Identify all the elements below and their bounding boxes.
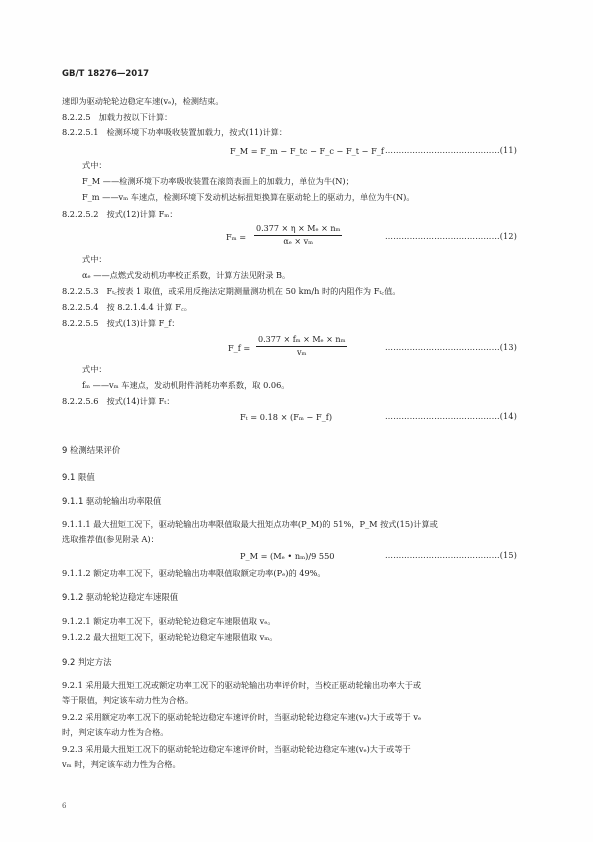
denominator: vₘ: [297, 348, 307, 357]
denominator: αₑ × vₘ: [283, 237, 314, 246]
section-heading-9-1-1: 9.1.1 驱动轮输出功率限值: [62, 496, 162, 506]
paragraph-line: 9.1.1.1 最大扭矩工况下，驱动轮输出功率限值取最大扭矩点功率(P_M)的 51%，P_M 按式(15)计算或: [62, 519, 438, 529]
paragraph-line: vₘ 时，判定该车动力性为合格。: [62, 759, 181, 769]
section-heading-9-1-2: 9.1.2 驱动轮轮边稳定车速限值: [62, 592, 179, 602]
paragraph-line: 9.2.1 采用最大扭矩工况或额定功率工况下的驱动轮输出功率评价时，当校正驱动轮输出功率大于或: [62, 680, 422, 690]
paragraph-line: 9.2.3 采用最大扭矩工况下的驱动轮轮边稳定车速评价时，当驱动轮轮边稳定车速(vₑ)大于或等于: [62, 744, 411, 754]
equation-11-label: ……………………………………(11): [385, 146, 518, 155]
clause-number: 8.2.2.5.5: [62, 318, 99, 328]
symbol-definition: F_m ——vₘ 车速点，检测环境下发动机达标扭矩换算在驱动轮上的驱动力，单位为牛(N)。: [82, 192, 415, 202]
paragraph-line: 9.1.2.1 额定功率工况下，驱动轮轮边稳定车速限值取 vₑ。: [62, 616, 276, 626]
clause-number: 8.2.2.5: [62, 112, 91, 122]
clause-8-2-2-5-2: [62, 209, 178, 220]
clause-text: Fₜ꜀按表 1 取值，或采用反拖法定期测量测功机在 50 km/h 时的内阻作为 Fₜ꜀值。: [106, 286, 401, 296]
equation-14: Fₜ = 0.18 × (Fₘ − F_f): [240, 412, 333, 422]
symbol-definition: fₘ ——vₘ 车速点，发动机附件消耗功率系数，取 0.06。: [82, 380, 290, 390]
paragraph-line: 速即为驱动轮轮边稳定车速(vₑ)，检测结束。: [62, 96, 224, 106]
equation-11: F_M = F_m − F_tc − F_c − F_t − F_f: [230, 146, 384, 156]
section-heading-9-2: 9.2 判定方法: [62, 657, 112, 667]
clause-text: 加载力按以下计算：: [98, 112, 173, 122]
where-label: 式中：: [82, 254, 107, 264]
paragraph-line: 等于限值，判定该车动力性为合格。: [62, 695, 194, 705]
clause-8-2-2-5-3: [62, 286, 401, 297]
equation-13-fraction: [256, 335, 347, 358]
standard-code: GB/T 18276—2017: [62, 69, 150, 79]
equation-12-fraction: [254, 224, 342, 247]
equation-14-label: ……………………………………(14): [385, 412, 518, 421]
clause-8-2-2-5-4: [62, 302, 192, 313]
clause-8-2-2-5-5: [62, 318, 180, 329]
clause-text: 按式(12)计算 Fₘ：: [106, 209, 178, 219]
clause-number: 8.2.2.5.2: [62, 209, 99, 219]
clause-8-2-2-5: [62, 112, 172, 123]
symbol-definition: F_M ——检测环境下功率吸收装置在滚筒表面上的加载力，单位为牛(N)；: [82, 176, 354, 186]
paragraph-line: 9.1.2.2 最大扭矩工况下，驱动轮轮边稳定车速限值取 vₘ。: [62, 632, 278, 642]
clause-text: 按 8.2.1.4.4 计算 F꜀。: [106, 302, 192, 312]
clause-text: 按式(13)计算 F_f：: [106, 318, 180, 328]
page-number: 6: [62, 802, 67, 810]
equation-15: P_M = (Mₑ • nₘ)/9 550: [240, 551, 335, 561]
clause-number: 8.2.2.5.4: [62, 302, 99, 312]
equation-15-label: ……………………………………(15): [385, 551, 518, 560]
clause-number: 8.2.2.5.1: [62, 127, 99, 137]
numerator: 0.377 × η × Mₑ × nₘ: [254, 224, 342, 236]
equation-13-label: ……………………………………(13): [385, 343, 518, 352]
paragraph-line: 选取推荐值(参见附录 A)：: [62, 534, 159, 544]
equation-13-lhs: F_f =: [228, 343, 251, 353]
where-label: 式中：: [82, 160, 107, 170]
paragraph-line: 9.1.1.2 额定功率工况下，驱动轮输出功率限值取额定功率(Pₑ)的 49%。: [62, 568, 326, 578]
section-heading-9-1: 9.1 限值: [62, 472, 95, 482]
clause-text: 检测环境下功率吸收装置加载力，按式(11)计算：: [106, 127, 288, 137]
numerator: 0.377 × fₘ × Mₑ × nₘ: [256, 335, 347, 347]
paragraph-line: 时，判定该车动力性为合格。: [62, 727, 169, 737]
equation-12-label: ……………………………………(12): [385, 232, 518, 241]
symbol-definition: αₑ ——点燃式发动机功率校正系数，计算方法见附录 B。: [82, 270, 291, 280]
clause-text: 按式(14)计算 Fₜ：: [106, 396, 175, 406]
clause-number: 8.2.2.5.3: [62, 286, 99, 296]
clause-number: 8.2.2.5.6: [62, 396, 99, 406]
equation-12-lhs: Fₘ =: [226, 232, 247, 242]
section-heading-9: 9 检测结果评价: [62, 445, 121, 455]
clause-8-2-2-5-6: [62, 396, 175, 407]
where-label: 式中：: [82, 364, 107, 374]
clause-8-2-2-5-1: [62, 127, 287, 138]
paragraph-line: 9.2.2 采用额定功率工况下的驱动轮轮边稳定车速评价时，当驱动轮轮边稳定车速(vₑ)大于或等于 vₑ: [62, 712, 422, 722]
